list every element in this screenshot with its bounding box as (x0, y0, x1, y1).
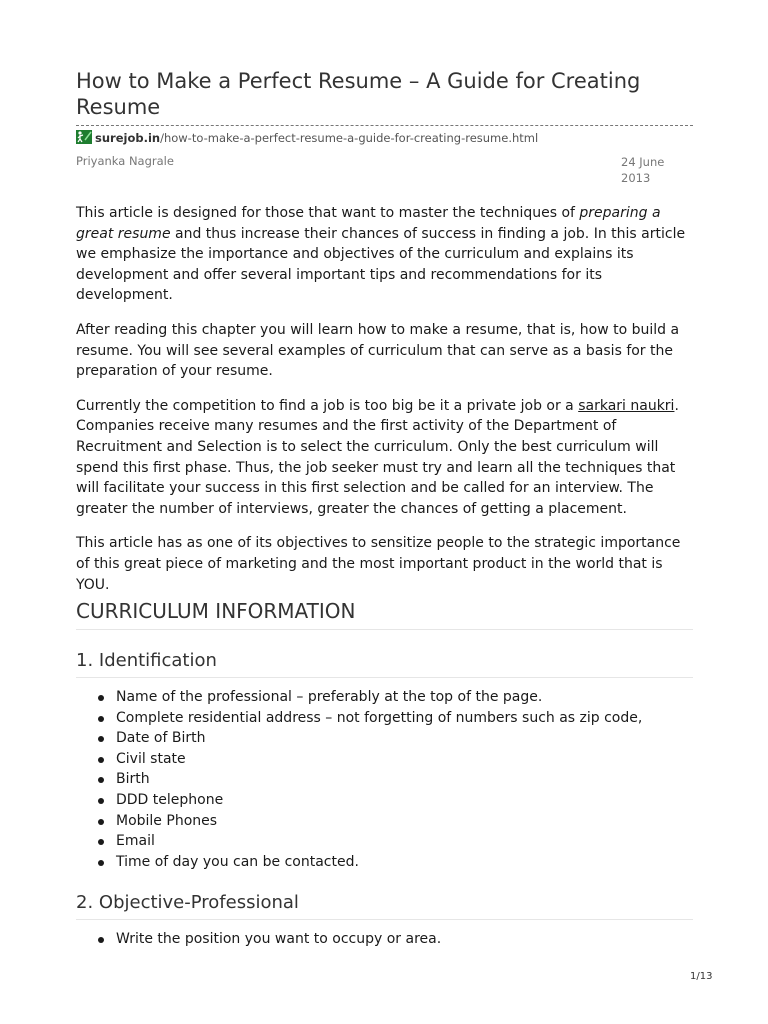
title-divider (76, 125, 693, 126)
list-item: Mobile Phones (76, 811, 693, 832)
list-item: Birth (76, 769, 693, 790)
section-heading-identification: 1. Identification (76, 649, 693, 678)
publish-date: 24 June 2013 (621, 155, 665, 185)
paragraph-text: and thus increase their chances of success in finding a job. In this article we emphasize the importance and objectives of the curriculum and explains its development and offer several important tips and recommendations for its development. (76, 225, 686, 304)
author-name: Priyanka Nagrale (76, 154, 174, 168)
source-url[interactable] (76, 130, 538, 146)
page-number: 1/13 (690, 971, 713, 982)
sarkari-naukri-link[interactable]: sarkari naukri (578, 397, 675, 414)
list-item: Write the position you want to occupy or area. (76, 929, 693, 950)
intro-paragraph-3 (76, 396, 693, 520)
list-item: Email (76, 831, 693, 852)
list-item: Date of Birth (76, 728, 693, 749)
paragraph-text: Currently the competition to find a job is too big be it a private job or a (76, 397, 579, 414)
list-item: Time of day you can be contacted. (76, 852, 693, 873)
paragraph-text: This article is designed for those that want to master the techniques of (76, 205, 580, 221)
article-body (76, 203, 693, 609)
site-favicon-icon (76, 130, 92, 144)
emphasis-text: preparing a great resume (76, 205, 661, 242)
objective-list (76, 929, 693, 950)
intro-paragraph-2: After reading this chapter you will learn how to make a resume, that is, how to build a resume. You will see several examples of curriculum that can serve as a basis for the preparation of your resume. (76, 321, 680, 380)
intro-paragraph-4: This article has as one of its objectives to sensitize people to the strategic importance of this great piece of marketing and the most important product in the world that is YOU. (76, 535, 681, 593)
identification-list (76, 687, 693, 872)
list-item: Complete residential address – not forgetting of numbers such as zip code, (76, 708, 693, 729)
paragraph-text: . Companies receive many resumes and the first activity of the Department of Recruitment and Selection is to select the curriculum. Only the best curriculum will spend this first phase. Thus, the job seeker must try and learn all the techniques that will facilitate your success in this first selection and be called for an interview. The greater the number of interviews, greater the chances of getting a placement. (76, 397, 679, 517)
list-item: Civil state (76, 749, 693, 770)
article-title: How to Make a Perfect Resume – A Guide for Creating Resume (76, 69, 641, 119)
section-heading-objective: 2. Objective-Professional (76, 891, 693, 920)
section-heading-curriculum: CURRICULUM INFORMATION (76, 598, 693, 630)
list-item: DDD telephone (76, 790, 693, 811)
list-item: Name of the professional – preferably at the top of the page. (76, 687, 693, 708)
source-path[interactable]: /how-to-make-a-perfect-resume-a-guide-for-creating-resume.html (160, 131, 539, 145)
source-domain[interactable]: surejob.in (95, 131, 161, 145)
intro-paragraph-1 (76, 203, 693, 306)
